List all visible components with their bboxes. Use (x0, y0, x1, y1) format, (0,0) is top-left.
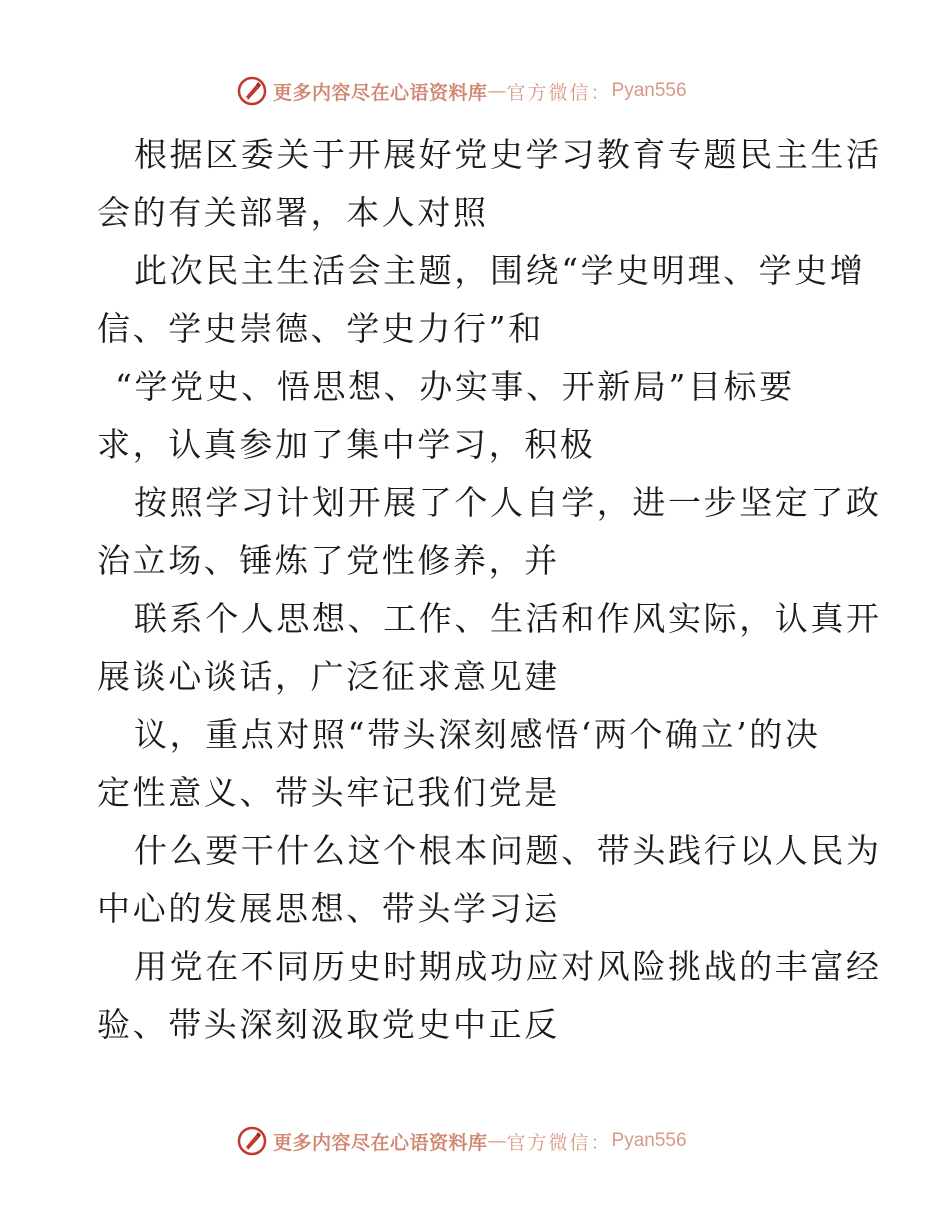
text-line-15: 用党在不同历史时期成功应对风险挑战的丰富经 (134, 947, 882, 986)
watermark-main-text: 更多内容尽在心语资料库 (273, 1131, 488, 1154)
watermark-official-label: 官方微信： (506, 1131, 612, 1154)
footer-watermark (237, 1124, 687, 1158)
text-line-3: 此次民主生活会主题，围绕“学史明理、学史增 (134, 251, 866, 290)
watermark-separator: — (487, 1130, 507, 1152)
watermark-separator: — (487, 80, 507, 102)
text-line-6: 求，认真参加了集中学习，积极 (97, 425, 596, 464)
watermark-main-text: 更多内容尽在心语资料库 (273, 81, 488, 104)
pen-logo-icon (237, 76, 267, 106)
text-line-7: 按照学习计划开展了个人自学，进一步坚定了政 (134, 483, 882, 522)
text-line-5: “学党史、悟思想、办实事、开新局”目标要 (115, 367, 795, 406)
text-line-11: 议，重点对照“带头深刻感悟‘两个确立’的决 (134, 715, 821, 754)
text-line-8: 治立场、锤炼了党性修养，并 (97, 541, 560, 580)
text-line-10: 展谈心谈话，广泛征求意见建 (97, 657, 560, 696)
text-line-4: 信、学史崇德、学史力行”和 (97, 309, 544, 348)
text-line-14: 中心的发展思想、带头学习运 (97, 889, 560, 928)
text-line-13: 什么要干什么这个根本问题、带头践行以人民为 (134, 831, 882, 870)
document-body (97, 126, 882, 1054)
watermark-wechat-id: Pyan556 (611, 80, 687, 101)
text-line-9: 联系个人思想、工作、生活和作风实际，认真开 (134, 599, 882, 638)
text-line-16: 验、带头深刻汲取党史中正反 (97, 1005, 560, 1044)
header-watermark (237, 74, 687, 108)
text-line-12: 定性意义、带头牢记我们党是 (97, 773, 560, 812)
watermark-wechat-id: Pyan556 (611, 1130, 687, 1151)
text-line-1: 根据区委关于开展好党史学习教育专题民主生活 (134, 135, 882, 174)
text-line-2: 会的有关部署，本人对照 (97, 193, 489, 232)
pen-logo-icon (237, 1126, 267, 1156)
watermark-official-label: 官方微信： (506, 81, 612, 104)
